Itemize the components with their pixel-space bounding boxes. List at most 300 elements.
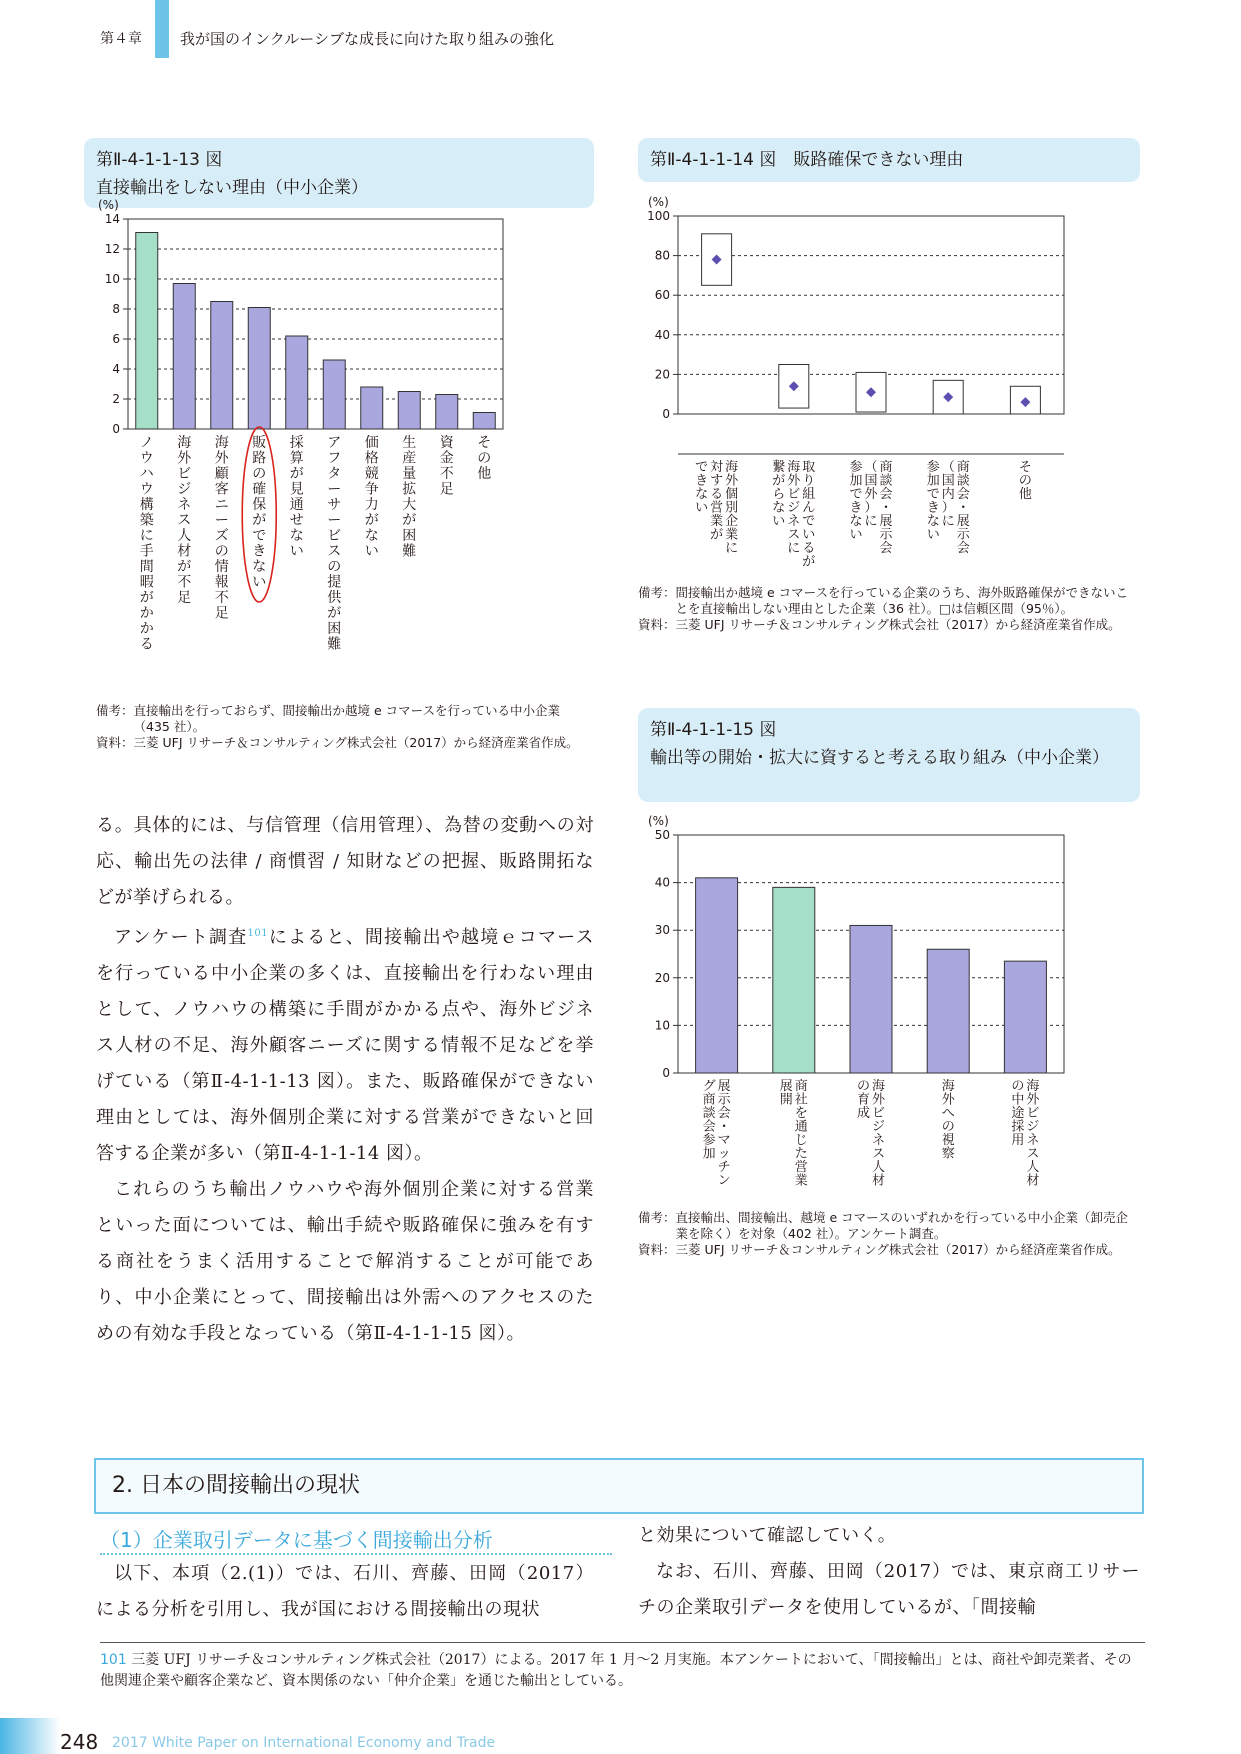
svg-text:国: 国	[864, 473, 878, 489]
fig14-ytick-label: 60	[654, 288, 670, 303]
fig13-category-label	[252, 435, 266, 591]
svg-text:商: 商	[794, 1079, 808, 1094]
section-heading: 2. 日本の間接輸出の現状	[94, 1458, 1144, 1514]
svg-text:な: な	[849, 514, 863, 529]
svg-text:築: 築	[139, 512, 154, 529]
svg-text:ネ: ネ	[787, 514, 801, 529]
fig14-notes	[638, 585, 1140, 633]
svg-text:営: 営	[710, 500, 724, 516]
svg-text:い: い	[802, 527, 816, 543]
svg-text:材: 材	[1026, 1173, 1040, 1189]
svg-text:展: 展	[956, 514, 970, 529]
svg-text:加: 加	[702, 1146, 716, 1162]
svg-text:生: 生	[402, 435, 417, 451]
svg-text:で: で	[802, 514, 816, 529]
svg-text:な: な	[364, 528, 379, 544]
svg-text:外: 外	[214, 450, 229, 467]
fig13-notes	[96, 703, 596, 751]
svg-text:で: で	[695, 460, 709, 475]
svg-text:業: 業	[725, 527, 739, 543]
svg-text:加: 加	[849, 473, 863, 489]
svg-text:他: 他	[1018, 487, 1032, 502]
svg-text:ス: ス	[327, 543, 342, 560]
svg-text:外: 外	[725, 473, 739, 489]
svg-text:参: 参	[849, 460, 863, 475]
fig13-note-label: 備考：	[96, 703, 134, 718]
svg-text:別: 別	[725, 500, 739, 516]
fig15-bar	[850, 925, 892, 1073]
fig14-category-label	[849, 459, 893, 556]
svg-text:の: の	[214, 543, 229, 560]
svg-text:材: 材	[871, 1173, 886, 1189]
fig13-ytick-label: 0	[112, 422, 120, 436]
fig15-ytick-label: 40	[654, 875, 670, 890]
svg-text:の: の	[477, 450, 492, 467]
fig13-source-label: 資料：	[96, 735, 134, 750]
svg-text:に: に	[787, 541, 801, 556]
fig13-category-label	[402, 434, 417, 560]
fig15-note-label: 備考：	[638, 1210, 676, 1225]
fig15-category-label	[857, 1079, 886, 1189]
page-number: 248	[60, 1730, 99, 1754]
fig13-ylabel: (%)	[98, 198, 119, 212]
svg-text:客: 客	[214, 481, 229, 498]
svg-text:会: 会	[717, 1106, 731, 1121]
svg-text:ビ: ビ	[1026, 1106, 1040, 1121]
svg-text:外: 外	[864, 487, 878, 502]
fig13-ytick-label: 4	[112, 362, 120, 376]
svg-text:力: 力	[364, 497, 379, 513]
svg-text:海: 海	[941, 1079, 955, 1094]
fig13-bar	[436, 395, 458, 430]
section-text-right	[638, 1518, 1140, 1626]
fig13-ytick-label: 14	[104, 212, 120, 226]
svg-text:そ: そ	[477, 435, 492, 451]
svg-text:き: き	[849, 500, 863, 516]
chapter-label: 第４章	[100, 31, 142, 47]
svg-text:い: い	[772, 514, 786, 529]
svg-text:格: 格	[364, 450, 379, 467]
svg-text:の: の	[941, 1119, 955, 1135]
svg-text:談: 談	[879, 473, 893, 489]
fig13-bar	[173, 284, 195, 430]
svg-text:社: 社	[794, 1092, 808, 1108]
fig14-chart	[638, 190, 1148, 580]
fig15-note: 直接輸出、間接輸出、越境 e コマースのいずれかを行っている中小企業（卸売企業を除く）を対象（402 社）。アンケート調査。	[675, 1210, 1129, 1241]
fig14-ytick-label: 20	[654, 367, 670, 382]
fig15-ytick-label: 30	[654, 923, 670, 938]
fig15-ytick-label: 50	[654, 828, 670, 842]
body-p2-start: アンケート調査	[114, 927, 248, 948]
footnote-number: 101	[100, 1652, 127, 1668]
svg-text:商: 商	[879, 460, 893, 475]
svg-text:海: 海	[214, 435, 229, 451]
svg-text:ウ: ウ	[139, 481, 154, 498]
svg-text:示: 示	[956, 527, 970, 543]
svg-text:通: 通	[289, 497, 304, 513]
svg-text:構: 構	[139, 497, 154, 513]
svg-text:サ: サ	[327, 497, 342, 513]
svg-text:ビ: ビ	[327, 528, 342, 544]
svg-text:が: が	[802, 554, 816, 570]
svg-text:外: 外	[1026, 1092, 1040, 1108]
svg-text:展: 展	[879, 514, 893, 529]
svg-text:材: 材	[177, 543, 192, 560]
svg-text:る: る	[710, 487, 724, 502]
svg-text:な: な	[926, 514, 940, 529]
fig14-source-label: 資料：	[638, 617, 676, 632]
fig15-chart	[638, 815, 1148, 1207]
fig13-ytick-label: 8	[112, 302, 120, 316]
fig15-title: 輸出等の開始・拡大に資すると考える取り組み（中小企業）	[650, 748, 1109, 768]
svg-text:い: い	[364, 543, 379, 560]
svg-text:国: 国	[941, 473, 955, 489]
svg-text:暇: 暇	[139, 574, 154, 591]
svg-text:会: 会	[879, 541, 893, 556]
fig14-category-label	[1019, 460, 1032, 502]
svg-text:が: が	[710, 527, 724, 543]
fig13-category-label	[477, 435, 491, 482]
svg-text:で: で	[252, 528, 267, 544]
fig13-title: 直接輸出をしない理由（中小企業）	[96, 178, 368, 198]
svg-text:き: き	[926, 500, 940, 516]
svg-text:）: ）	[864, 500, 878, 516]
fig15-category-label	[942, 1079, 956, 1162]
svg-text:る: る	[802, 541, 816, 556]
fig13-ytick-label: 6	[112, 332, 120, 346]
svg-text:（: （	[864, 460, 878, 475]
fig15-bar	[696, 878, 738, 1073]
svg-text:不: 不	[177, 574, 192, 591]
fig15-source-label: 資料：	[638, 1242, 676, 1257]
svg-text:供: 供	[327, 590, 342, 606]
svg-text:拡: 拡	[402, 481, 417, 498]
fig14-category-label	[927, 459, 971, 556]
fig13-bar	[248, 308, 270, 430]
svg-text:大: 大	[402, 497, 417, 513]
svg-text:報: 報	[214, 574, 229, 591]
fig14-source: 三菱 UFJ リサーチ＆コンサルティング株式会社（2017）から経済産業省作成。	[675, 617, 1121, 632]
svg-text:談: 談	[956, 473, 970, 489]
svg-text:ッ: ッ	[717, 1146, 731, 1162]
svg-text:タ: タ	[327, 466, 342, 482]
body-paragraph-1: る。具体的には、与信管理（信用管理）、為替の変動への対応、輸出先の法律 / 商慣習 / 知財などの把握、販路開拓などが挙げられる。	[96, 815, 594, 908]
fig13-bar	[136, 233, 158, 430]
svg-text:中: 中	[1011, 1092, 1025, 1108]
svg-text:人: 人	[1026, 1160, 1040, 1175]
svg-text:外: 外	[871, 1092, 886, 1108]
svg-text:か: か	[139, 605, 154, 622]
svg-text:い: い	[926, 527, 940, 543]
svg-text:ス: ス	[1026, 1146, 1040, 1162]
fig13-ytick-label: 10	[104, 272, 120, 286]
svg-text:ス: ス	[177, 512, 192, 529]
fig14-ytick-label: 80	[654, 248, 670, 263]
svg-text:た: た	[794, 1146, 808, 1162]
svg-text:チ: チ	[717, 1160, 731, 1175]
svg-text:に: に	[941, 514, 955, 529]
svg-text:ビ: ビ	[871, 1106, 886, 1121]
svg-text:せ: せ	[289, 512, 304, 529]
fig13-category-label	[215, 435, 230, 622]
fig13-chart	[84, 198, 594, 703]
svg-text:会: 会	[702, 1119, 716, 1135]
svg-text:る: る	[139, 636, 154, 653]
fig15-bar	[927, 949, 969, 1073]
svg-text:会: 会	[956, 487, 970, 502]
svg-text:・: ・	[717, 1119, 731, 1135]
fig13-category-label	[290, 434, 304, 560]
svg-text:の: の	[327, 559, 342, 575]
footnote-rule	[100, 1642, 1145, 1643]
svg-text:用: 用	[1011, 1133, 1025, 1148]
svg-text:な: な	[695, 487, 709, 502]
fig13-title-box	[84, 138, 594, 208]
svg-text:ら: ら	[772, 487, 786, 502]
fig15-number: 第Ⅱ-4-1-1-15 図	[650, 720, 777, 740]
fig13-bar	[323, 360, 345, 429]
svg-text:開: 開	[779, 1092, 793, 1108]
svg-text:ス: ス	[787, 527, 801, 543]
svg-text:）: ）	[941, 500, 955, 516]
subsection-heading: （1）企業取引データに基づく間接輸出分析	[100, 1528, 493, 1552]
svg-text:外: 外	[787, 473, 801, 489]
svg-text:ス: ス	[871, 1146, 886, 1162]
fig15-category-label	[703, 1079, 732, 1189]
fig15-category-label	[1011, 1079, 1040, 1189]
fig14-category-label	[695, 460, 739, 556]
svg-text:提: 提	[327, 574, 342, 591]
fig15-notes	[638, 1210, 1140, 1258]
svg-text:ジ: ジ	[787, 500, 801, 516]
svg-text:ん: ん	[802, 500, 816, 516]
svg-text:を: を	[794, 1106, 808, 1121]
svg-text:人: 人	[871, 1160, 886, 1175]
svg-text:困: 困	[402, 528, 417, 544]
fig14-ytick-label: 0	[662, 407, 670, 421]
svg-text:グ: グ	[702, 1079, 716, 1094]
fig13-bar	[473, 413, 495, 430]
svg-text:ネ: ネ	[177, 497, 192, 513]
svg-text:が: が	[327, 605, 342, 622]
svg-text:産: 産	[402, 450, 417, 467]
svg-text:繋: 繋	[772, 460, 786, 475]
svg-text:難: 難	[402, 543, 417, 560]
svg-text:難: 難	[327, 636, 342, 653]
fig13-number: 第Ⅱ-4-1-1-13 図	[96, 150, 223, 170]
svg-text:顧: 顧	[214, 466, 229, 482]
svg-text:育: 育	[856, 1092, 871, 1108]
svg-text:外: 外	[941, 1092, 955, 1108]
footer-accent	[0, 1718, 60, 1754]
fig15-ytick-label: 10	[654, 1018, 670, 1033]
svg-text:・: ・	[879, 500, 893, 516]
svg-text:が: が	[177, 559, 192, 575]
section-right-paragraph: なお、石川、齊藤、田岡（2017）では、東京商工リサーチの企業取引データを使用しているが、「間接輸	[638, 1561, 1140, 1618]
fig14-ytick-label: 40	[654, 327, 670, 342]
svg-text:の: の	[252, 466, 267, 482]
svg-text:加: 加	[926, 473, 940, 489]
svg-text:路: 路	[252, 450, 267, 467]
body-paragraph-2	[96, 916, 594, 1172]
fig15-ytick-label: 0	[662, 1066, 670, 1080]
svg-text:見: 見	[289, 481, 304, 498]
fig13-bar	[286, 336, 308, 429]
fig14-ylabel: (%)	[648, 195, 669, 209]
svg-text:参: 参	[702, 1133, 716, 1148]
svg-text:示: 示	[879, 527, 893, 543]
svg-text:ネ: ネ	[871, 1133, 886, 1148]
svg-text:ビ: ビ	[787, 487, 801, 502]
body-text-left	[96, 808, 594, 1352]
svg-text:ニ: ニ	[214, 497, 229, 513]
section-right-line: と効果について確認していく。	[638, 1525, 897, 1546]
svg-text:参: 参	[926, 460, 940, 475]
fig14-title-box	[638, 138, 1140, 182]
svg-text:会: 会	[879, 487, 893, 502]
svg-text:展: 展	[717, 1079, 731, 1094]
svg-text:で: で	[926, 487, 940, 502]
svg-text:い: い	[252, 574, 267, 591]
section-text-left	[96, 1556, 594, 1628]
svg-text:察: 察	[941, 1146, 955, 1162]
svg-text:採: 採	[289, 435, 304, 451]
fig15-title-box	[638, 708, 1140, 802]
svg-text:採: 採	[1011, 1119, 1025, 1135]
footnote-text: 三菱 UFJ リサーチ＆コンサルティング株式会社（2017）による。2017 年 1 月～2 月実施。本アンケートにおいて、「間接輸出」とは、商社や卸売業者、その他関連企業や顧客企業など、資本関係のない「仲介企業」を通じた輸出としている。	[100, 1652, 1132, 1689]
svg-text:ー: ー	[327, 512, 342, 529]
svg-text:ジ: ジ	[1026, 1119, 1040, 1135]
svg-text:・: ・	[956, 500, 970, 516]
svg-text:企: 企	[725, 514, 739, 529]
svg-text:手: 手	[139, 543, 154, 560]
svg-text:足: 足	[214, 605, 229, 622]
fig13-bar	[361, 387, 383, 429]
fig15-category-label	[780, 1078, 808, 1189]
svg-text:組: 組	[802, 487, 816, 502]
svg-text:が: が	[252, 512, 267, 529]
fig13-bar	[211, 302, 233, 430]
svg-text:な: な	[772, 500, 786, 516]
svg-text:不: 不	[439, 466, 454, 482]
svg-text:足: 足	[439, 481, 454, 498]
fig13-note: 直接輸出を行っておらず、間接輸出か越境 e コマースを行っている中小企業（435 社）。	[133, 703, 561, 734]
fig14-number: 第Ⅱ-4-1-1-14 図 販路確保できない理由	[650, 150, 964, 170]
fig14-note-label: 備考：	[638, 585, 676, 600]
svg-text:そ: そ	[1018, 460, 1032, 475]
svg-text:か: か	[139, 621, 154, 637]
svg-text:に: に	[864, 514, 878, 529]
svg-text:す: す	[710, 473, 724, 489]
svg-text:の: の	[856, 1079, 871, 1094]
fig13-source: 三菱 UFJ リサーチ＆コンサルティング株式会社（2017）から経済産業省作成。	[133, 735, 579, 750]
svg-text:ウ: ウ	[139, 450, 154, 467]
svg-text:金: 金	[439, 450, 454, 467]
svg-text:に: に	[139, 528, 154, 544]
svg-text:他: 他	[477, 466, 492, 482]
svg-text:ジ: ジ	[871, 1119, 886, 1135]
fig13-ytick-label: 12	[104, 242, 120, 256]
svg-text:内: 内	[941, 487, 955, 502]
svg-text:保: 保	[252, 497, 267, 513]
svg-text:ハ: ハ	[139, 466, 154, 482]
fig13-category-label	[140, 435, 154, 653]
svg-text:ア: ア	[327, 435, 342, 451]
svg-text:争: 争	[364, 481, 379, 498]
svg-text:通: 通	[794, 1119, 808, 1135]
svg-text:海: 海	[787, 460, 801, 475]
footnote-ref[interactable]: 101	[247, 928, 269, 939]
svg-text:（: （	[941, 460, 955, 475]
svg-text:の: の	[1011, 1079, 1025, 1094]
svg-text:量: 量	[402, 466, 417, 482]
svg-text:視: 視	[941, 1133, 955, 1148]
svg-text:が: が	[772, 473, 786, 489]
svg-text:フ: フ	[327, 450, 342, 467]
svg-text:対: 対	[710, 460, 724, 475]
fig15-ytick-label: 20	[654, 970, 670, 985]
svg-text:価: 価	[364, 435, 379, 451]
svg-text:ビ: ビ	[177, 466, 192, 482]
fig15-bar	[1004, 961, 1046, 1073]
svg-text:海: 海	[177, 435, 192, 451]
svg-text:会: 会	[956, 541, 970, 556]
svg-text:海: 海	[1026, 1079, 1040, 1094]
fig13-category-label	[327, 435, 342, 653]
svg-text:人: 人	[177, 528, 192, 544]
svg-text:ノ: ノ	[139, 435, 154, 451]
svg-text:き: き	[695, 473, 709, 489]
fig13-category-label	[177, 435, 192, 606]
svg-text:販: 販	[252, 435, 267, 451]
fig15-bar	[773, 887, 815, 1073]
svg-text:示: 示	[717, 1092, 731, 1108]
svg-text:が: が	[139, 590, 154, 606]
svg-text:困: 困	[327, 621, 342, 637]
fig13-ytick-label: 2	[112, 392, 120, 406]
svg-text:ジ: ジ	[177, 481, 192, 498]
svg-text:取: 取	[802, 460, 816, 475]
svg-text:業: 業	[794, 1173, 808, 1189]
svg-text:き: き	[252, 543, 267, 560]
svg-text:ー: ー	[214, 512, 229, 529]
section-left-paragraph: 以下、本項（2.(1)）では、石川、齊藤、田岡（2017）による分析を引用し、我が国における間接輸出の現状	[96, 1563, 594, 1620]
svg-text:商: 商	[956, 460, 970, 475]
svg-text:談: 談	[702, 1106, 716, 1121]
svg-text:に: に	[725, 541, 739, 556]
header-accent-bar	[155, 0, 169, 58]
subsection-underline	[100, 1553, 612, 1555]
body-p2-rest: によると、間接輸出や越境ｅコマースを行っている中小企業の多くは、直接輸出を行わない理由として、ノウハウの構築に手間がかかる点や、海外ビジネス人材の不足、海外顧客ニーズに関する情報不足などを挙げている（第Ⅱ-4-1-1-13 図）。また、販路確保ができない理由としては、海外個別企業に対する営業ができないと回答する企業が多い（第Ⅱ-4-1-1-14 図）。	[96, 927, 594, 1164]
svg-text:の: の	[1018, 473, 1032, 489]
svg-text:成: 成	[856, 1106, 871, 1121]
svg-text:が: が	[364, 512, 379, 529]
svg-text:マ: マ	[717, 1133, 731, 1148]
body-paragraph-3: これらのうち輸出ノウハウや海外個別企業に対する営業といった面については、輸出手続や販路確保に強みを有する商社をうまく活用することで解消することが可能であり、中小企業にとって、間接輸出は外需へのアクセスのための有効な手段となっている（第Ⅱ-4-1-1-15 図）。	[96, 1179, 594, 1344]
svg-text:ズ: ズ	[214, 528, 229, 544]
svg-text:な: な	[252, 559, 267, 575]
svg-text:個: 個	[725, 487, 739, 502]
fig13-bar	[398, 392, 420, 430]
svg-text:外: 外	[177, 450, 192, 467]
fig15-ylabel: (%)	[648, 814, 669, 828]
fig13-category-label	[365, 435, 379, 560]
svg-text:が: が	[402, 512, 417, 529]
svg-text:競: 競	[364, 466, 379, 482]
svg-text:情: 情	[214, 559, 229, 575]
svg-text:が: が	[289, 466, 304, 482]
svg-text:資: 資	[439, 435, 454, 451]
